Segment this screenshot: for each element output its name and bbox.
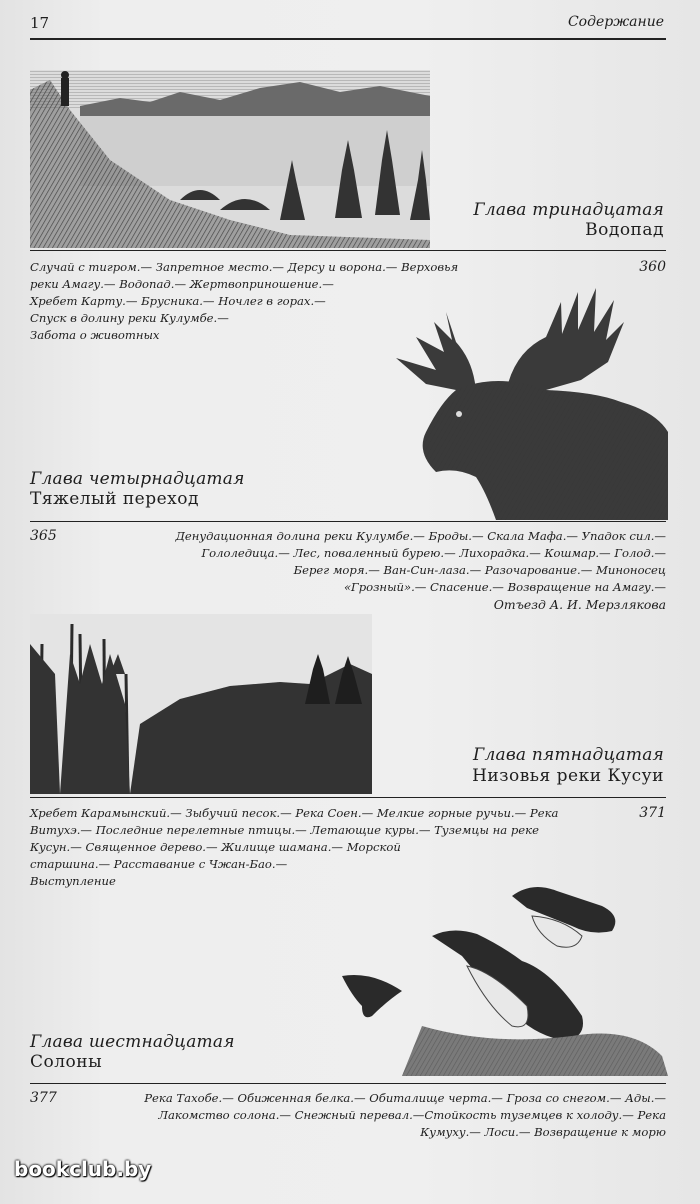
list-item: Витухэ.— Последние перелетные птицы.— Летающие куры.— Туземцы на реке	[30, 823, 539, 837]
chapter-15-rule	[30, 797, 666, 798]
chapter-16-label: Глава шестнадцатая	[30, 1032, 235, 1052]
chapter-13-page: 360	[639, 259, 666, 275]
chapter-16-contents	[144, 1090, 666, 1141]
chapter-14-rule	[30, 521, 666, 522]
chapter-15-title: Низовья реки Кусуи	[472, 766, 664, 786]
list-item: Лакомство солона.— Снежный перевал.—Стойкость туземцев к холоду.— Река	[158, 1108, 666, 1122]
page-number: 17	[30, 14, 50, 32]
waterfall-landscape-illustration	[30, 70, 430, 248]
list-item: реки Амагу.— Водопад.— Жертвоприношение.—	[30, 277, 334, 291]
list-item: Хребет Карамынский.— Зыбучий песок.— Река Соен.— Мелкие горные ручьи.— Река	[30, 806, 559, 820]
running-title: Содержание	[567, 14, 664, 30]
list-item: Гололедица.— Лес, поваленный бурею.— Лихорадка.— Кошмар.— Голод.—	[201, 546, 666, 560]
list-item: Отъезд А. И. Мерзлякова	[493, 597, 666, 612]
list-item: Забота о животных	[30, 328, 160, 342]
chapter-14-page: 365	[30, 528, 57, 544]
forest-river-illustration	[30, 614, 372, 794]
list-item: «Грозный».— Спасение.— Возвращение на Амагу.—	[343, 580, 666, 594]
list-item: Случай с тигром.— Запретное место.— Дерсу и ворона.— Верховья	[30, 260, 459, 274]
list-item: старшина.— Расставание с Чжан-Бао.—	[30, 857, 288, 871]
chapter-15-label: Глава пятнадцатая	[473, 745, 664, 765]
list-item: Берег моря.— Ван-Син-лаза.— Разочарование.— Миноносец	[293, 563, 666, 577]
list-item: Река Тахобе.— Обиженная белка.— Обиталище черта.— Гроза со снегом.— Ады.—	[144, 1091, 666, 1105]
seabirds-illustration	[332, 876, 668, 1076]
chapter-13-label: Глава тринадцатая	[473, 200, 664, 220]
chapter-16-rule	[30, 1083, 666, 1084]
list-item: Выступление	[30, 874, 116, 888]
chapter-13-title: Водопад	[585, 220, 664, 240]
list-item: Кумуху.— Лоси.— Возвращение к морю	[420, 1125, 666, 1139]
chapter-14-label: Глава четырнадцатая	[30, 469, 245, 489]
list-item: Хребет Карту.— Брусника.— Ночлег в горах.—	[30, 294, 326, 308]
list-item: Кусун.— Священное дерево.— Жилище шамана.— Морской	[30, 840, 401, 854]
chapter-15-page: 371	[639, 805, 666, 821]
chapter-16-page: 377	[30, 1090, 57, 1106]
chapter-13-rule	[30, 250, 666, 251]
list-item: Денудационная долина реки Кулумбе.— Броды.— Скала Мафа.— Упадок сил.—	[175, 529, 666, 543]
chapter-14-contents	[176, 528, 667, 613]
chapter-14-title: Тяжелый переход	[30, 489, 199, 509]
header-rule	[30, 38, 666, 40]
watermark: bookclub.by	[14, 1157, 152, 1181]
list-item: Спуск в долину реки Кулумбе.—	[30, 311, 229, 325]
moose-illustration	[356, 282, 668, 520]
chapter-16-title: Солоны	[30, 1052, 103, 1072]
